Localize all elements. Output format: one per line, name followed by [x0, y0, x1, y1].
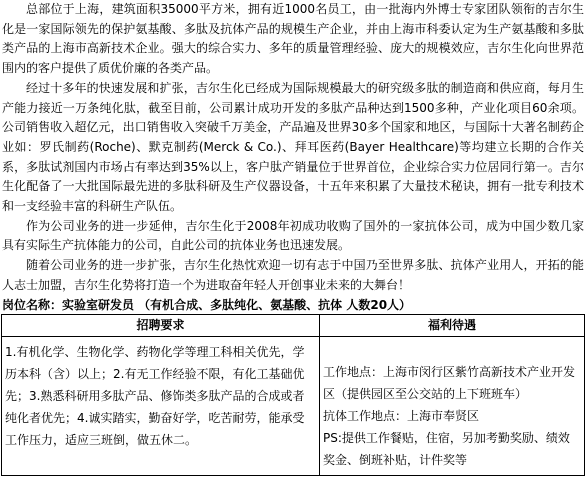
benefits-cell: [320, 337, 585, 476]
benefits-note: PS:提供工作餐贴，住宿，另加考勤奖励、绩效奖金、倒班补贴，计件奖等: [323, 431, 570, 467]
requirements-cell: [2, 337, 320, 476]
requirements-header: 招聘要求: [2, 315, 320, 337]
benefits-header: 福利待遇: [320, 315, 585, 337]
company-introduction: [2, 0, 584, 296]
work-location: 工作地点：上海市闵行区紫竹高新技术产业开发区（提供园区至公交站的上下班班车）: [323, 365, 576, 401]
job-table-row: [2, 337, 585, 476]
job-table-header-row: [2, 315, 585, 337]
job-title: 岗位名称：实验室研发员 （有机合成、多肽纯化、氨基酸、抗体 人数20人）: [2, 298, 412, 312]
intro-paragraph-growth: 经过十多年的快速发展和扩张，吉尔生化已经成为国际规模最大的研究级多肽的制造商和供应商，每月生产能力接近一万条纯化肽，截至目前，公司累计成功开发的多肽产品种达到1500多种，产业化项目60余项。公司销售收入超亿元，出口销售收入突破千万美金，产品遍及世界30多个国家和地区，与国际十大著名制药企业如：罗氏制药(Roche)、默克制药(Merck & Co.)、拜耳医药(Bayer Healthcare)等均建立长期的合作关系，多肽试剂国内市场占有率达到35%以上，客户肽产销量位于世界首位，企业综合实力位居同行第一。吉尔生化配备了一大批国际最先进的多肽科研及生产仪器设备，十五年来积累了大量技术秘诀，拥有一批专利技术和一支经验丰富的科研生产队伍。: [2, 80, 584, 214]
intro-paragraph-recruitment: 随着公司业务的进一步扩张，吉尔生化热忱欢迎一切有志于中国乃至世界多肽、抗体产业用人，开拓的能人志士加盟，吉尔生化势将打造一个为进取奋年轻人开创事业未来的大舞台！: [2, 258, 584, 292]
job-table: [1, 314, 585, 476]
intro-paragraph-antibody: 作为公司业务的进一步延伸，吉尔生化于2008年初成功收购了国外的一家抗体公司，成为中国少数几家具有实际生产抗体能力的公司，自此公司的抗体业务也迅速发展。: [2, 218, 584, 253]
antibody-work-location: 抗体工作地点：上海市奉贤区: [323, 409, 480, 423]
intro-paragraph-overview: 总部位于上海，建筑面积35000平方米，拥有近1000名员工，由一批海内外博士专家团队领衔的吉尔生化是一家国际领先的保护氨基酸、多肽及抗体产品的规模生产企业，并由上海市科委认定为生产氨基酸和多肽类产品的上海市高新技术企业。强大的综合实力、多年的质量管理经验、庞大的规模效应，吉尔生化向世界范围内的客户提供了质优价廉的各类产品。: [2, 2, 584, 76]
requirements-text: 1.有机化学、生物化学、药物化学等理工科相关优先，学历本科（含）以上；2.有无工作经验不限，有化工基础优先；3.熟悉科研用多肽产品、修饰类多肽产品的合成或者纯化者优先；4.诚实踏实，勤奋好学，吃苦耐劳，能承受工作压力，适应三班倒，做五休二。: [5, 345, 305, 447]
